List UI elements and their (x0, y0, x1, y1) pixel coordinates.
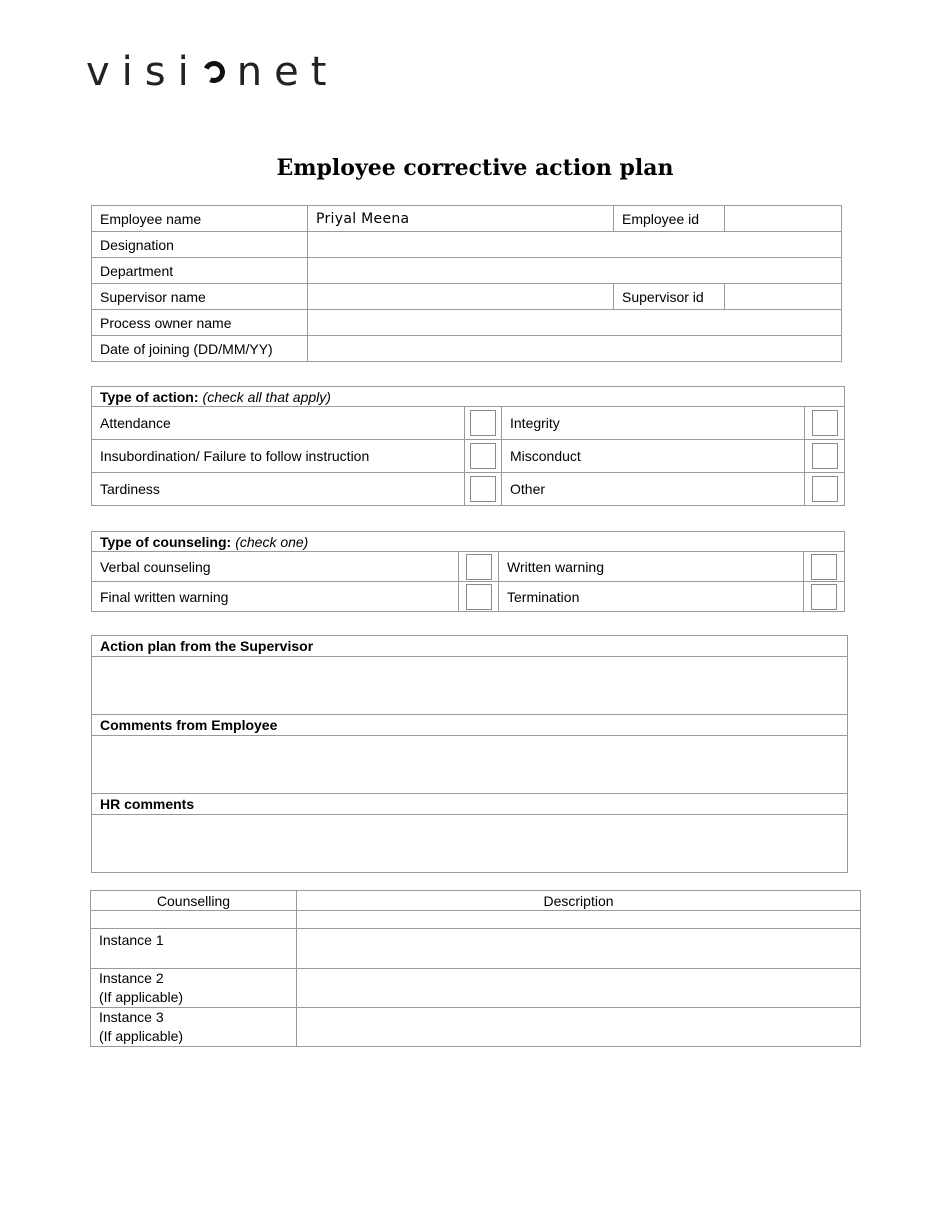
type-of-action-table (91, 386, 845, 506)
action-option-label: Integrity (502, 407, 805, 440)
process-owner-label: Process owner name (92, 310, 308, 336)
action-option-label: Attendance (92, 407, 465, 440)
supervisor-name-field[interactable] (308, 284, 614, 310)
hr-comments-field[interactable] (92, 815, 848, 873)
action-plan-field[interactable] (92, 657, 848, 715)
supervisor-id-field[interactable] (725, 284, 842, 310)
action-option-label: Other (502, 473, 805, 506)
doj-label: Date of joining (DD/MM/YY) (92, 336, 308, 362)
blank-cell (91, 911, 297, 929)
employee-info-table (91, 205, 842, 362)
employee-comments-field[interactable] (92, 736, 848, 794)
hr-comments-label: HR comments (92, 794, 848, 815)
final-written-warning-checkbox[interactable] (466, 584, 492, 610)
page-title: Employee corrective action plan (276, 155, 674, 181)
action-option-label: Misconduct (502, 440, 805, 473)
department-field[interactable] (308, 258, 842, 284)
misconduct-checkbox[interactable] (812, 443, 838, 469)
instance-1-description-field[interactable] (297, 929, 861, 969)
integrity-checkbox[interactable] (812, 410, 838, 436)
supervisor-id-label: Supervisor id (614, 284, 725, 310)
type-of-counseling-table (91, 531, 845, 612)
written-warning-checkbox[interactable] (811, 554, 837, 580)
attendance-checkbox[interactable] (470, 410, 496, 436)
insubordination-checkbox[interactable] (470, 443, 496, 469)
counseling-option-label: Termination (499, 582, 804, 612)
supervisor-name-label: Supervisor name (92, 284, 308, 310)
department-label: Department (92, 258, 308, 284)
employee-id-label: Employee id (614, 206, 725, 232)
logo-o-mark-icon (200, 58, 228, 86)
designation-field[interactable] (308, 232, 842, 258)
counselling-header: Counselling (91, 891, 297, 911)
employee-id-field[interactable] (725, 206, 842, 232)
visionet-logo: visi net (86, 49, 339, 95)
employee-comments-label: Comments from Employee (92, 715, 848, 736)
termination-checkbox[interactable] (811, 584, 837, 610)
type-of-action-heading: Type of action: (check all that apply) (92, 387, 845, 407)
comments-table (91, 635, 848, 873)
other-checkbox[interactable] (812, 476, 838, 502)
instance-2-description-field[interactable] (297, 969, 861, 1008)
action-option-label: Tardiness (92, 473, 465, 506)
counseling-option-label: Verbal counseling (92, 552, 459, 582)
description-header: Description (297, 891, 861, 911)
tardiness-checkbox[interactable] (470, 476, 496, 502)
action-plan-label: Action plan from the Supervisor (92, 636, 848, 657)
designation-label: Designation (92, 232, 308, 258)
doj-field[interactable] (308, 336, 842, 362)
instance-3-description-field[interactable] (297, 1008, 861, 1047)
employee-name-label: Employee name (92, 206, 308, 232)
blank-cell (297, 911, 861, 929)
counseling-option-label: Written warning (499, 552, 804, 582)
process-owner-field[interactable] (308, 310, 842, 336)
instance-3-label: Instance 3 (If applicable) (91, 1008, 297, 1047)
instance-2-label: Instance 2 (If applicable) (91, 969, 297, 1008)
counseling-option-label: Final written warning (92, 582, 459, 612)
employee-name-field[interactable]: Priyal Meena (308, 206, 614, 232)
instance-1-label: Instance 1 (91, 929, 297, 969)
verbal-counseling-checkbox[interactable] (466, 554, 492, 580)
type-of-counseling-heading: Type of counseling: (check one) (92, 532, 845, 552)
counselling-instances-table (90, 890, 861, 1047)
action-option-label: Insubordination/ Failure to follow instruction (92, 440, 465, 473)
